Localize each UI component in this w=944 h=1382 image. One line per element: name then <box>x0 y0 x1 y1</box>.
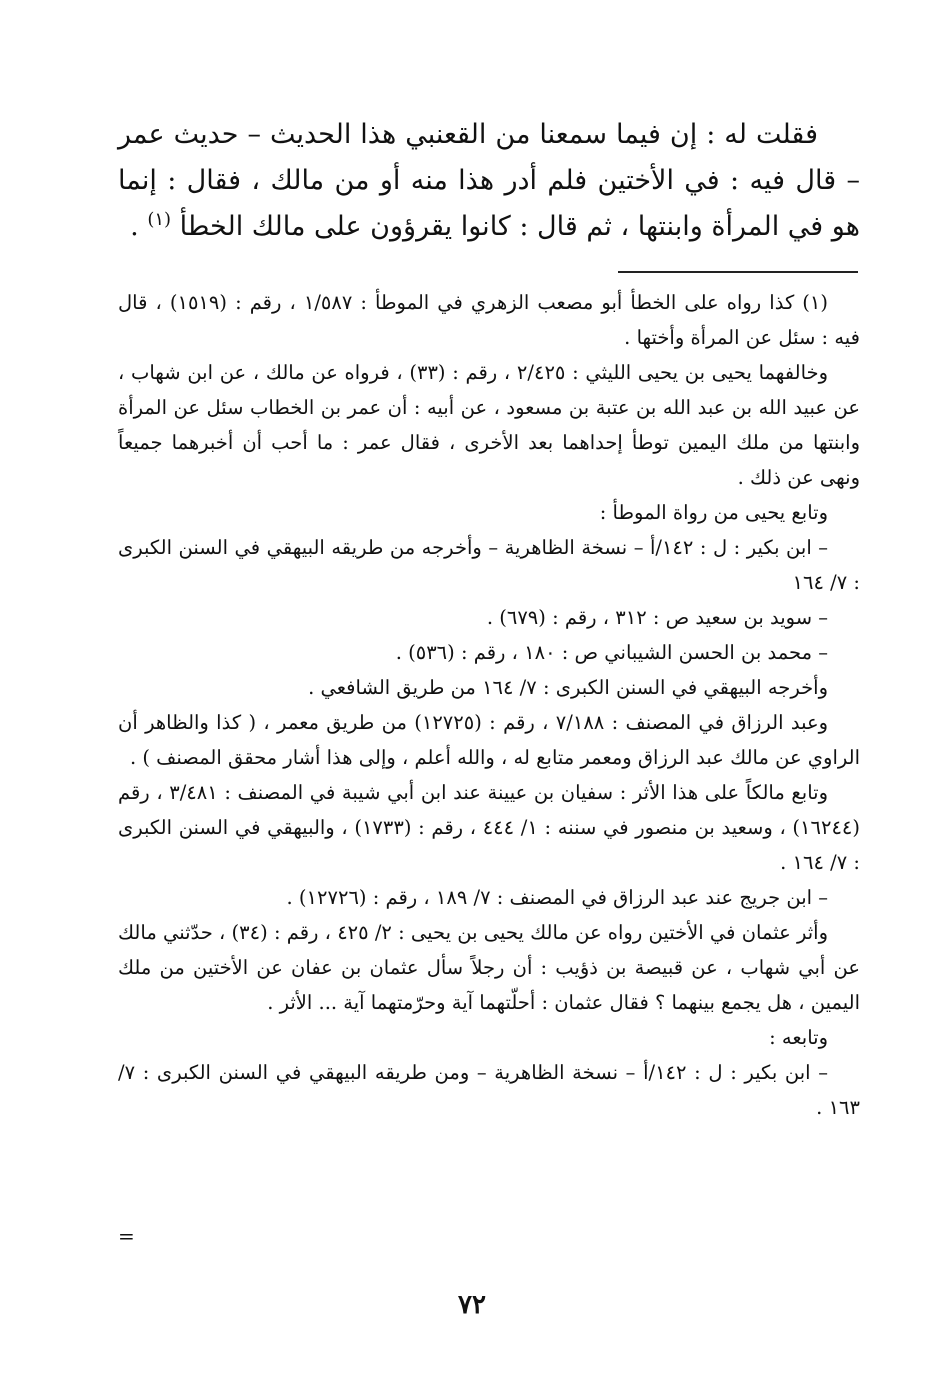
footnote-line: وتابعه : <box>769 1026 828 1049</box>
continuation-mark: = <box>118 1224 135 1248</box>
footnote-line: – ابن بكير : ل : ١٤٢/أ – نسخة الظاهرية – ومن طريقه البيهقي في السنن الكبرى : ٧/ ١٦٣ . <box>118 1061 860 1119</box>
footnote-line: (١) كذا رواه على الخطأ أبو مصعب الزهري في الموطأ : ١/٥٨٧ ، رقم : (١٥١٩) ، قال فيه : سئل عن المرأة وأختها . <box>118 291 860 349</box>
footnote-line: وأخرجه البيهقي في السنن الكبرى : ٧/ ١٦٤ من طريق الشافعي . <box>308 676 828 699</box>
footnote-reference: (١) <box>147 209 172 230</box>
footnote-line: وتابع يحيى من رواة الموطأ : <box>599 501 828 524</box>
page-number: ٧٢ <box>458 1290 486 1320</box>
main-paragraph-text: فقلت له : إن فيما سمعنا من القعنبي هذا الحديث – حديث عمر – قال فيه : في الأختين فلم أدر هذا منه أو من مالك ، فقال : إنما هو في المرأة وابنتها ، ثم قال : كانوا يقرؤون على مالك الخطأ <box>118 119 860 242</box>
main-paragraph <box>118 112 860 250</box>
footnote-line: – محمد بن الحسن الشيباني ص : ١٨٠ ، رقم : (٥٣٦) . <box>395 641 828 664</box>
footnote-line: – ابن جريج عند عبد الرزاق في المصنف : ٧/ ١٨٩ ، رقم : (١٢٧٢٦) . <box>286 886 828 909</box>
main-text <box>118 112 860 250</box>
footnote-line: وتابع مالكاً على هذا الأثر : سفيان بن عيينة عند ابن أبي شيبة في المصنف : ٣/٤٨١ ، رقم (١٦٢٤٤) ، وسعيد بن منصور في سننه : ١/ ٤٤٤ ، رقم : (١٧٣٣) ، والبيهقي في السنن الكبرى : ٧/ ١٦٤ . <box>118 781 861 874</box>
footnote-line: وخالفهما يحيى بن يحيى الليثي : ٢/٤٢٥ ، رقم : (٣٣) ، فرواه عن مالك ، عن ابن شهاب ، عن عبيد الله بن عبد الله بن عتبة بن مسعود ، عن أبيه : أن عمر بن الخطاب سئل عن المرأة وابنتها من ملك اليمين توطأ إحداهما بعد الأخرى ، فقال عمر : ما أحب أن أخبرهما جميعاً ونهى عن ذلك . <box>118 361 860 489</box>
footnote-line: – سويد بن سعيد ص : ٣١٢ ، رقم : (٦٧٩) . <box>486 606 828 629</box>
footnote-line: – ابن بكير : ل : ١٤٢/أ – نسخة الظاهرية – وأخرجه من طريقه البيهقي في السنن الكبرى : ٧/ ١٦٤ <box>118 536 860 594</box>
footnote-line: وأثر عثمان في الأختين رواه عن مالك يحيى بن يحيى : ٢/ ٤٢٥ ، رقم : (٣٤) ، حدّثني مالك عن أبي شهاب ، عن قبيصة بن ذؤيب : أن رجلاً سأل عثمان بن عفان عن الأختين من ملك اليمين ، هل يجمع بينهما ؟ فقال عثمان : أحلّتهما آية وحرّمتهما آية ... الأثر . <box>118 921 860 1014</box>
footnote-separator <box>618 271 858 273</box>
footnotes <box>118 285 860 1125</box>
main-paragraph-end: . <box>130 211 148 242</box>
footnote-line: وعبد الرزاق في المصنف : ٧/١٨٨ ، رقم : (١٢٧٢٥) من طريق معمر ، ( كذا والظاهر أن الراوي عن مالك عبد الرزاق ومعمر متابع له ، والله أعلم ، وإلى هذا أشار محقق المصنف ) . <box>118 711 860 769</box>
